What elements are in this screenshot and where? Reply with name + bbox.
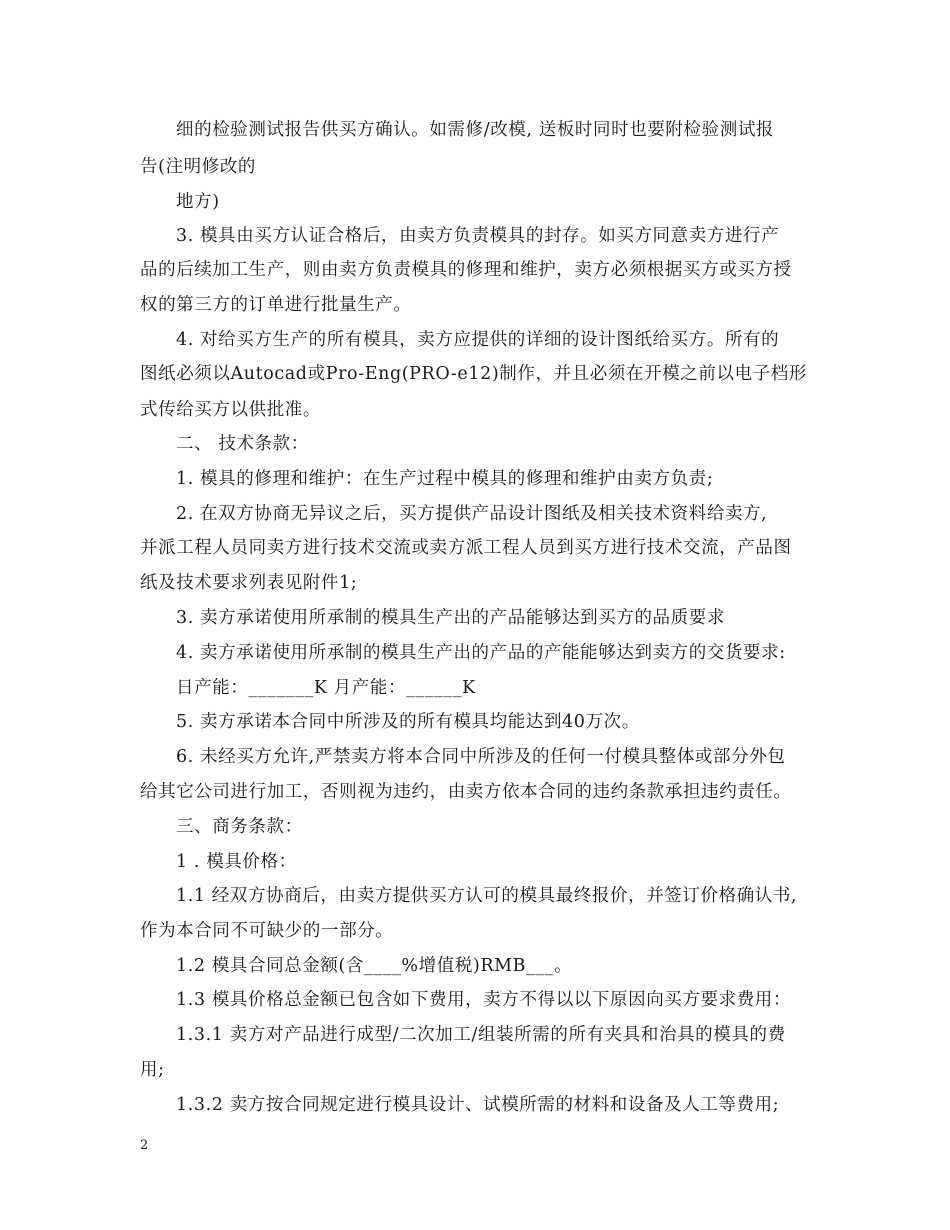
text-line: 用; (140, 1060, 165, 1080)
text-line: 1 . 模具价格： (176, 852, 297, 872)
text-line: 1.3.1 卖方对产品进行成型/二次加工/组装所需的所有夹具和治具的模具的费 (176, 1025, 786, 1045)
text-line: 1.1 经双方协商后，由卖方提供买方认可的模具最终报价，并签订价格确认书, (176, 886, 798, 906)
text-line: 图纸必须以Autocad或Pro-Eng(PRO-e12)制作，并且必须在开模之前以电子档形 (140, 364, 807, 384)
text-line: 地方) (176, 192, 220, 212)
capacity-line: 日产能：_______K 月产能：______K (176, 678, 476, 698)
text-line: 告(注明修改的 (140, 157, 257, 177)
text-line: 1.3.2 卖方按合同规定进行模具设计、试模所需的材料和设备及人工等费用; (176, 1095, 780, 1115)
text-line: 4. 卖方承诺使用所承制的模具生产出的产品的产能能够达到卖方的交货要求: (176, 643, 786, 663)
section-heading: 三、商务条款： (176, 817, 303, 837)
text-line: 4. 对给买方生产的所有模具，卖方应提供的详细的设计图纸给买方。所有的 (176, 330, 780, 350)
section-heading: 二、 技术条款： (176, 434, 309, 454)
text-line: 式传给买方以供批准。 (140, 400, 321, 420)
text-line: 3. 卖方承诺使用所承制的模具生产出的产品能够达到买方的品质要求 (176, 608, 725, 628)
text-line: 6. 未经买方允许,严禁卖方将本合同中所涉及的任何一付模具整体或部分外包 (176, 747, 786, 767)
text-line: 1. 模具的修理和维护：在生产过程中模具的修理和维护由卖方负责; (176, 469, 714, 489)
text-line: 5. 卖方承诺本合同中所涉及的所有模具均能达到40万次。 (176, 712, 640, 732)
text-line: 给其它公司进行加工，否则视为违约，由卖方依本合同的违约条款承担违约责任。 (140, 782, 792, 802)
text-line: 权的第三方的订单进行批量生产。 (140, 295, 412, 315)
text-line: 1.2 模具合同总金额(含____%增值税)RMB___。 (176, 956, 573, 976)
text-line: 品的后续加工生产，则由卖方负责模具的修理和维护，卖方必须根据买方或买方授 (140, 260, 792, 280)
page-number: 2 (140, 1138, 149, 1153)
text-line: 纸及技术要求列表见附件1; (140, 573, 358, 593)
text-line: 3. 模具由买方认证合格后，由卖方负责模具的封存。如买方同意卖方进行产 (176, 226, 780, 246)
text-line: 1.3 模具价格总金额已包含如下费用，卖方不得以以下原因向买方要求费用： (176, 990, 791, 1010)
text-line: 2. 在双方协商无异议之后，买方提供产品设计图纸及相关技术资料给卖方, (176, 504, 768, 524)
text-line: 作为本合同不可缺少的一部分。 (140, 921, 394, 941)
text-line: 细的检验测试报告供买方确认。如需修/改模, 送板时同时也要附检验测试报 (176, 120, 775, 140)
text-line: 并派工程人员同卖方进行技术交流或卖方派工程人员到买方进行技术交流，产品图 (140, 538, 792, 558)
